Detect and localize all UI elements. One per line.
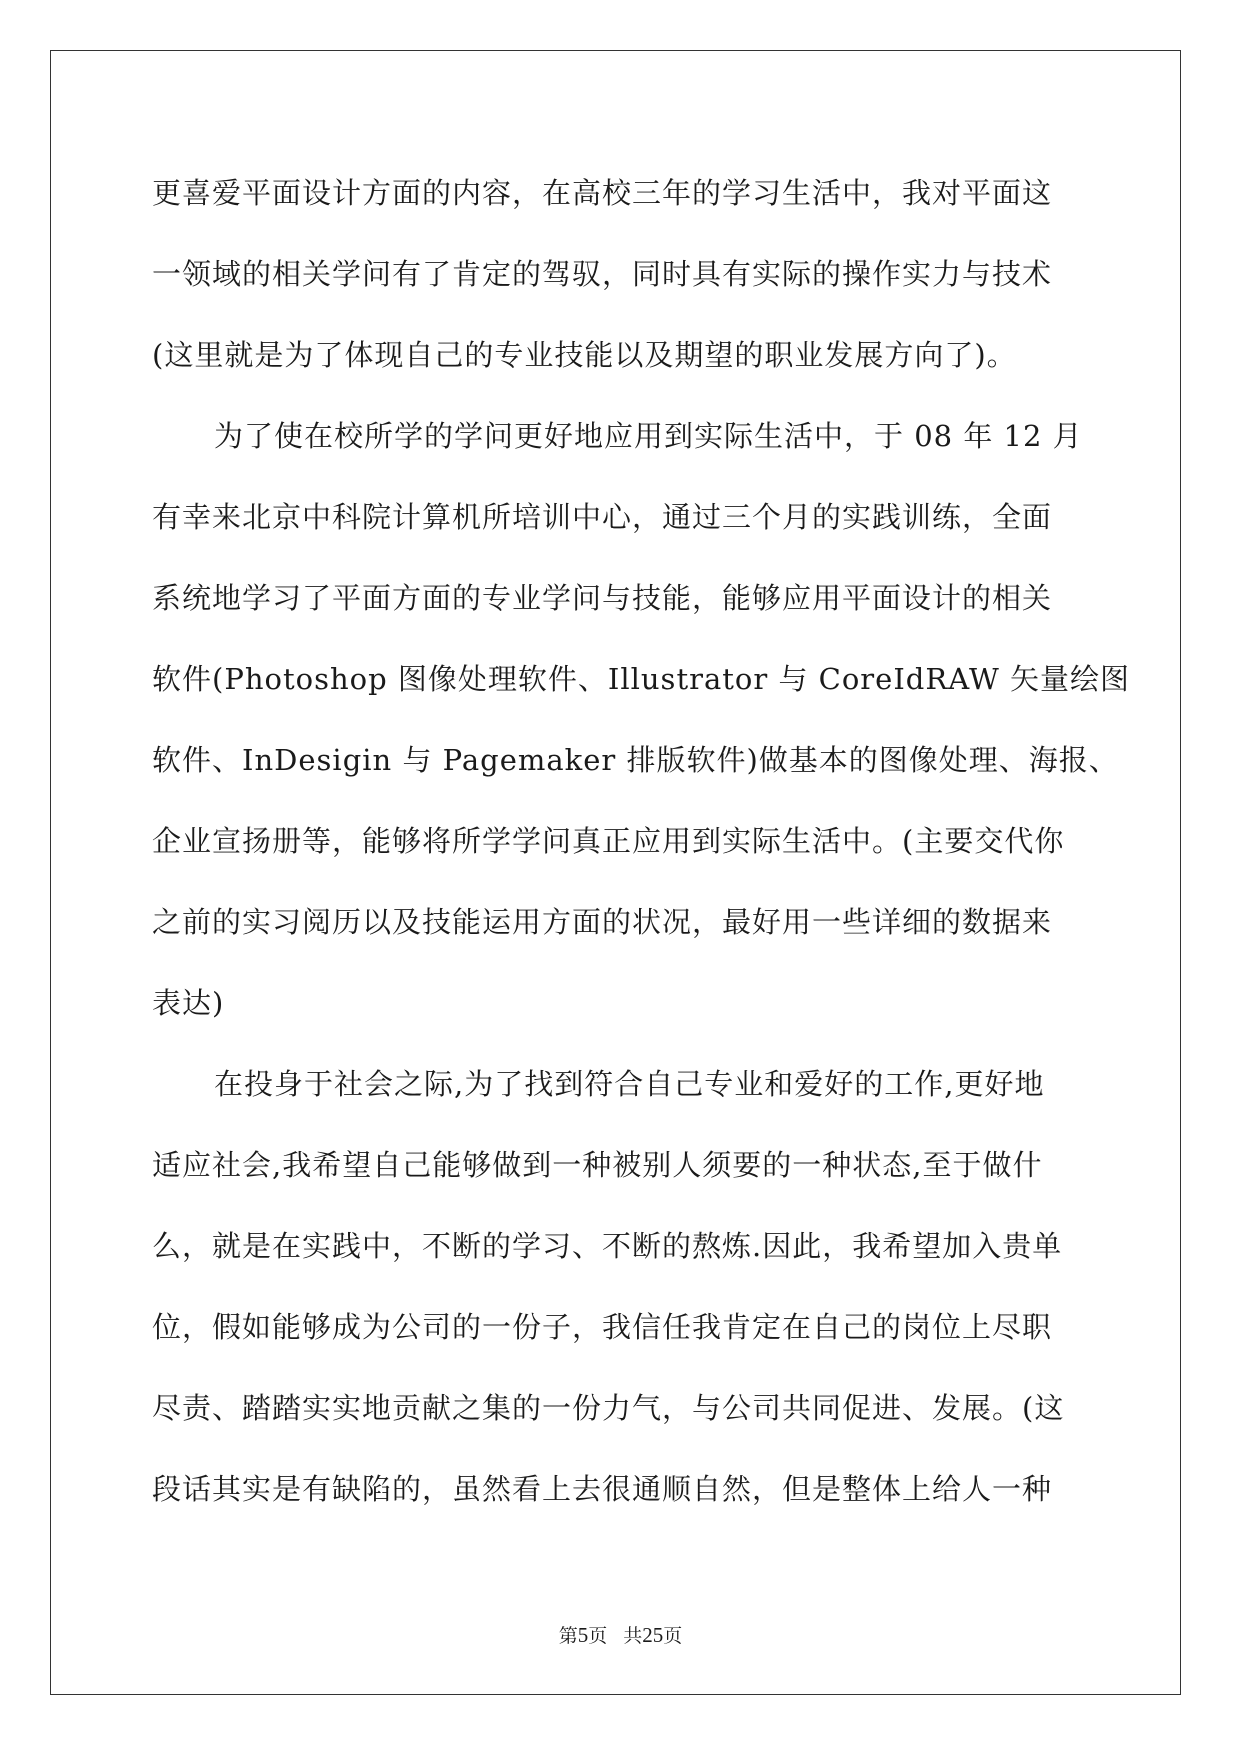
- total-pages: 25: [642, 1623, 664, 1647]
- text-line: 段话其实是有缺陷的，虽然看上去很通顺自然，但是整体上给人一种: [152, 1472, 1053, 1506]
- text-line: 更喜爱平面设计方面的内容，在高校三年的学习生活中，我对平面这: [152, 176, 1053, 210]
- text-line: 一领域的相关学问有了肯定的驾驭，同时具有实际的操作实力与技术: [152, 257, 1053, 291]
- text-line: 么，就是在实践中，不断的学习、不断的熬炼.因此，我希望加入贵单: [152, 1229, 1063, 1263]
- text-line: 软件、InDesigin 与 Pagemaker 排版软件)做基本的图像处理、海报、: [152, 743, 1119, 777]
- total-suffix: 页: [663, 1625, 683, 1647]
- text-line: 有幸来北京中科院计算机所培训中心，通过三个月的实践训练，全面: [152, 500, 1053, 534]
- page-suffix: 页: [588, 1625, 608, 1647]
- text-line: 尽责、踏踏实实地贡献之集的一份力气，与公司共同促进、发展。(这: [152, 1391, 1065, 1425]
- text-line: 位，假如能够成为公司的一份子，我信任我肯定在自己的岗位上尽职: [152, 1310, 1053, 1344]
- text-line: 之前的实习阅历以及技能运用方面的状况，最好用一些详细的数据来: [152, 905, 1053, 939]
- text-line: 表达): [152, 986, 225, 1020]
- total-prefix: 共: [623, 1625, 643, 1647]
- text-line: 软件(Photoshop 图像处理软件、Illustrator 与 CoreIdRAW 矢量绘图: [152, 662, 1130, 696]
- document-body: [152, 163, 1130, 1540]
- text-line: (这里就是为了体现自己的专业技能以及期望的职业发展方向了)。: [152, 338, 1017, 372]
- page-number: 5: [577, 1623, 589, 1647]
- text-line: 系统地学习了平面方面的专业学问与技能，能够应用平面设计的相关: [152, 581, 1053, 615]
- text-line: 企业宣扬册等，能够将所学学问真正应用到实际生活中。(主要交代你: [152, 824, 1065, 858]
- text-line: 为了使在校所学的学问更好地应用到实际生活中，于 08 年 12 月: [214, 419, 1083, 453]
- text-line: 在投身于社会之际,为了找到符合自己专业和爱好的工作,更好地: [214, 1067, 1045, 1101]
- page-prefix: 第: [558, 1625, 578, 1647]
- text-line: 适应社会,我希望自己能够做到一种被别人须要的一种状态,至于做什: [152, 1148, 1043, 1182]
- page-footer: [0, 1621, 1241, 1648]
